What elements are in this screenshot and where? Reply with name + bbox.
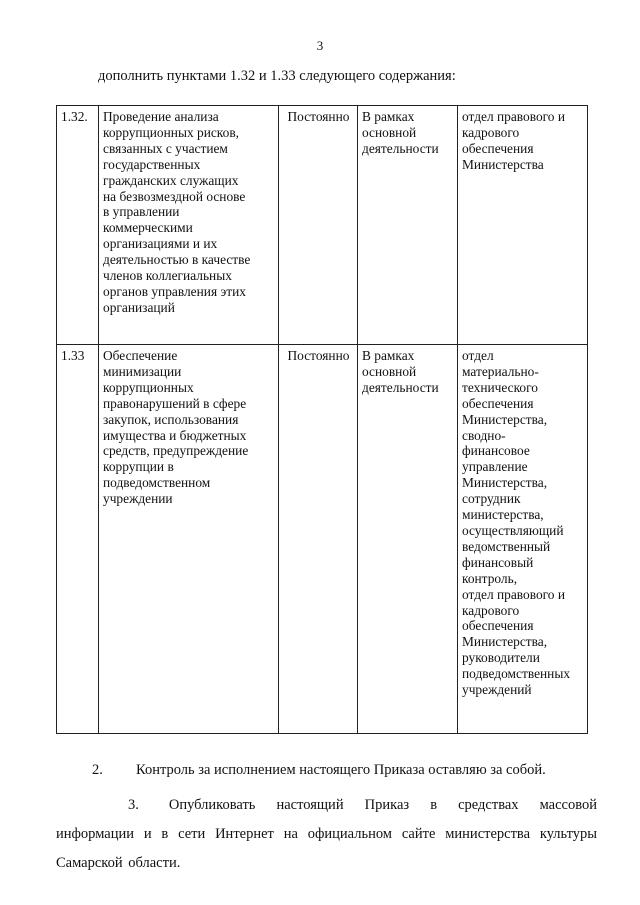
paragraph-text: Контроль за исполнением настоящего Приказа оставляю за собой. [136,762,546,778]
item-number: 1.33 [57,345,99,734]
item-number: 1.32. [57,106,99,345]
measure-term: Постоянно [279,345,358,734]
measure-responsible: отдел правового и кадрового обеспечения Министерства [458,106,588,345]
intro-text: дополнить пунктами 1.32 и 1.33 следующего содержания: [98,68,456,84]
measure-description: Обеспечение минимизации коррупционных правонарушений в сфере закупок, использования имущества и бюджетных средств, предупреждение коррупции в подведомственном учреждении [99,345,279,734]
measures-table [56,105,588,734]
page-number: 3 [316,38,324,53]
paragraph-text: Опубликовать настоящий Приказ в средствах массовой информации и в сети Интернет на официальном сайте министерства культуры Самарской области. [56,797,597,871]
measure-framework: В рамках основной деятельности [358,345,458,734]
measure-term: Постоянно [279,106,358,345]
paragraph-number: 3. [128,797,139,813]
paragraph-publication [56,791,597,878]
paragraph-control [56,762,597,779]
measure-description: Проведение анализа коррупционных рисков, связанных с участием государственных гражданских служащих на безвозмездной основе в управлении коммерческими организациями и их деятельностью в качестве членов коллегиальных органов управления этих организаций [99,106,279,345]
table-row [57,106,588,345]
measure-responsible: отдел материально- технического обеспечения Министерства, сводно- финансовое управление Министерства, сотрудник министерства, осуществляющий ведомственный финансовый контроль, отдел правового и кадрового обеспечения Министерства, руководители подведомственных учреждений [458,345,588,734]
table-row [57,345,588,734]
paragraph-number: 2. [92,762,103,778]
measure-framework: В рамках основной деятельности [358,106,458,345]
